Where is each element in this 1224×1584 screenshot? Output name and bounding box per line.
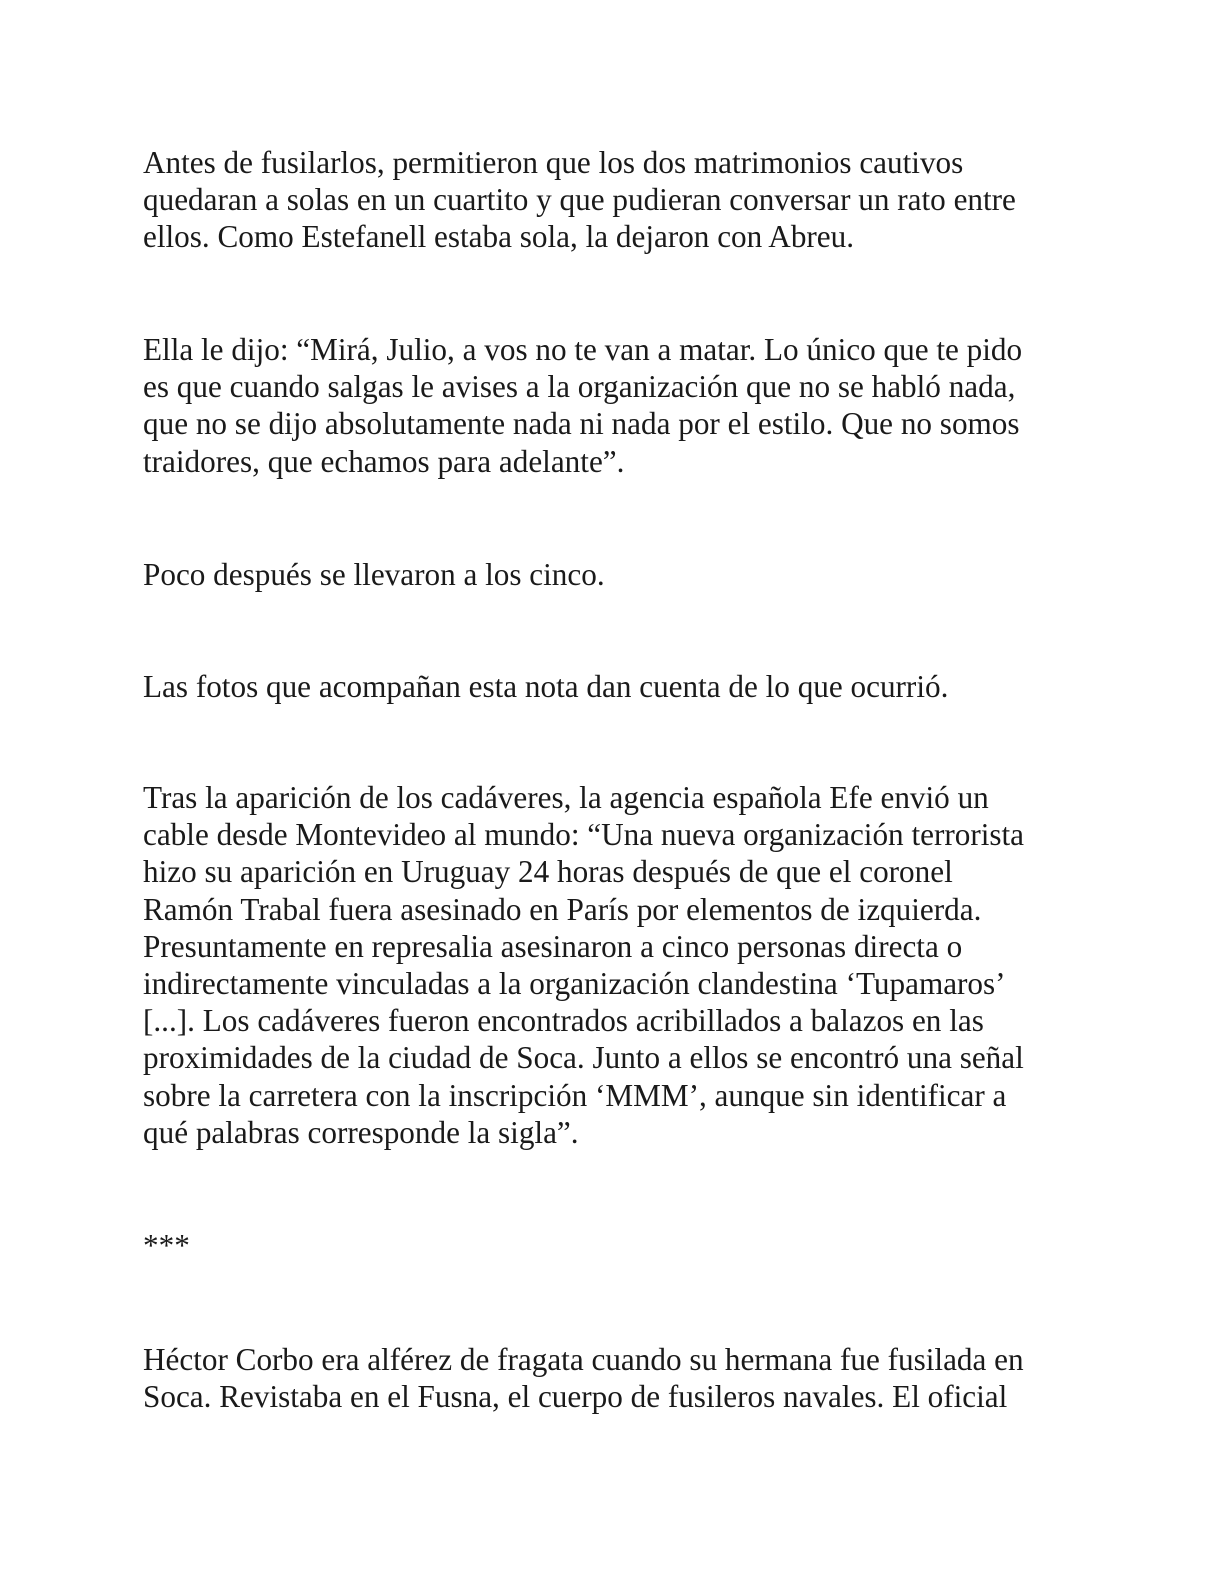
text-line: traidores, que echamos para adelante”. [143, 443, 625, 479]
text-line: Ella le dijo: “Mirá, Julio, a vos no te van a matar. Lo único que te pido [143, 332, 1023, 367]
text-line: sobre la carretera con la inscripción ‘MMM’, aunque sin identificar a [143, 1077, 1007, 1113]
text-line: es que cuando salgas le avises a la organización que no se habló nada, [143, 369, 1016, 405]
text-line: Soca. Revistaba en el Fusna, el cuerpo de fusileros navales. El oficial [143, 1379, 1008, 1415]
paragraph [143, 1341, 1103, 1415]
text-line: indirectamente vinculadas a la organización clandestina ‘Tupamaros’ [143, 966, 1006, 1002]
text-line: Las fotos que acompañan esta nota dan cuenta de lo que ocurrió. [143, 669, 949, 704]
text-line: Presuntamente en represalia asesinaron a cinco personas directa o [143, 928, 963, 964]
text-line: hizo su aparición en Uruguay 24 horas después de que el coronel [143, 854, 953, 890]
paragraph [143, 144, 1103, 256]
paragraph [143, 779, 1103, 1151]
text-line: ellos. Como Estefanell estaba sola, la dejaron con Abreu. [143, 219, 855, 255]
text-line: quedaran a solas en un cuartito y que pudieran conversar un rato entre [143, 182, 1016, 218]
separator-text: *** [143, 1228, 190, 1263]
text-line: Ramón Trabal fuera asesinado en París por elementos de izquierda. [143, 891, 982, 927]
text-line: que no se dijo absolutamente nada ni nada por el estilo. Que no somos [143, 406, 1020, 442]
text-line: cable desde Montevideo al mundo: “Una nueva organización terrorista [143, 817, 1025, 853]
text-line: Tras la aparición de los cadáveres, la agencia española Efe envió un [143, 780, 989, 815]
text-line: Héctor Corbo era alférez de fragata cuando su hermana fue fusilada en [143, 1342, 1024, 1377]
text-line: [...]. Los cadáveres fueron encontrados acribillados a balazos en las [143, 1003, 984, 1039]
paragraph [143, 556, 1103, 593]
section-separator [143, 1227, 1103, 1264]
text-line: Antes de fusilarlos, permitieron que los dos matrimonios cautivos [143, 145, 964, 180]
text-line: Poco después se llevaron a los cinco. [143, 557, 605, 592]
paragraph [143, 668, 1103, 705]
text-line: qué palabras corresponde la sigla”. [143, 1114, 579, 1150]
text-line: proximidades de la ciudad de Soca. Junto a ellos se encontró una señal [143, 1040, 1024, 1076]
paragraph [143, 331, 1103, 480]
